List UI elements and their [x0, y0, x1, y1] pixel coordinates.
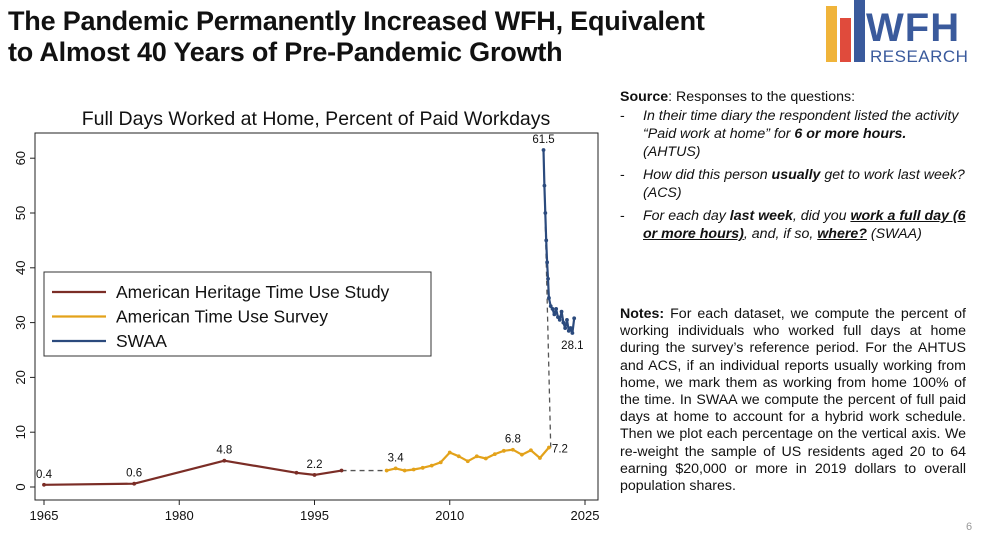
series-point-3	[551, 307, 555, 311]
series-point-2	[394, 466, 398, 470]
y-tick-label: 30	[13, 315, 28, 330]
series-point-3	[543, 211, 547, 215]
series-point-3	[565, 318, 569, 322]
series-point-3	[561, 321, 565, 325]
source-item-3-text: For each day	[643, 208, 730, 224]
series-point-2	[457, 454, 461, 458]
source-item-1-tail: (AHTUS)	[643, 144, 701, 160]
y-tick-label: 20	[13, 370, 28, 385]
series-point-2	[385, 469, 389, 473]
series-point-2	[520, 453, 524, 457]
series-point-2	[529, 448, 533, 452]
series-point-2	[538, 456, 542, 460]
source-item-acs: - How did this person usually get to work last week? (ACS)	[620, 167, 965, 201]
source-item-3-bold-underlined: work a full day (6 or more hours)	[643, 208, 966, 242]
series-point-2	[439, 460, 443, 464]
notes-label: Notes:	[620, 306, 665, 322]
series-point-3	[552, 312, 556, 316]
y-tick-label: 50	[13, 205, 28, 221]
series-point-3	[563, 326, 567, 330]
notes-text: For each dataset, we compute the percent of working individuals who worked full days at home during the survey’s reference period. For the AHTUS and ACS, if an individual reports usually working from home, we mark them as working from home 100% of the time. In SWAA we compute the percent of full paid days at home to account for a hybrid work schedule. Then we plot each percentage on the vertical axis. We re-weight the sample of US residents aged 20 to 64 earning $20,000 or more in 2019 dollars to overall population shares.	[620, 306, 966, 495]
series-point-1	[132, 482, 136, 486]
series-line-3	[544, 150, 575, 333]
source-item-swaa: - For each day last week, did you work a full day (6 or more hours), and, if so, where? (SWAA)	[620, 208, 966, 242]
source-item-3-bold: last week	[729, 208, 793, 224]
source-item-1-text: In their time diary the respondent listed the activity “Paid work at home” for	[643, 108, 959, 142]
data-label: 0.4	[36, 468, 52, 481]
source-list	[620, 107, 966, 243]
series-point-3	[544, 239, 548, 243]
source-item-3-mid2: , and, if so,	[743, 226, 818, 242]
data-label: 0.6	[126, 467, 143, 480]
wfh-line-chart	[0, 100, 612, 540]
series-point-2	[466, 459, 470, 463]
series-point-3	[570, 331, 574, 335]
logo-bar-blue	[854, 0, 865, 62]
series-point-3	[545, 260, 549, 264]
series-point-2	[448, 451, 452, 455]
legend-label: SWAA	[116, 331, 167, 351]
series-point-3	[546, 277, 550, 281]
data-label: 7.2	[551, 443, 568, 456]
wfh-research-logo	[820, 0, 985, 70]
source-item-2-tail: get to work last week? (ACS)	[643, 167, 965, 201]
y-tick-label: 60	[13, 150, 28, 166]
legend-label: American Time Use Survey	[116, 306, 329, 327]
data-label: 3.4	[387, 452, 404, 465]
series-point-1	[222, 459, 226, 463]
logo-subword: RESEARCH	[870, 47, 969, 66]
x-tick-label: 1965	[29, 508, 59, 523]
x-tick-label: 1980	[164, 508, 194, 523]
data-label: 61.5	[532, 133, 555, 146]
source-item-2-text: How did this person	[643, 167, 772, 183]
series-point-3	[558, 318, 562, 322]
data-label: 6.8	[504, 433, 521, 446]
series-point-2	[475, 454, 479, 458]
series-point-2	[412, 468, 416, 472]
slide-title-line-1: The Pandemic Permanently Increased WFH, Equivalent	[8, 6, 705, 36]
source-item-3-mid: , did you	[792, 208, 851, 224]
source-label: Source	[620, 89, 669, 105]
legend-label: American Heritage Time Use Study	[116, 282, 390, 302]
series-point-2	[403, 469, 407, 473]
data-label: 2.2	[306, 458, 323, 471]
chart-title: Full Days Worked at Home, Percent of Paid Workdays	[81, 108, 551, 130]
series-point-2	[511, 448, 515, 452]
series-point-3	[542, 148, 546, 152]
page-number: 6	[966, 521, 973, 533]
series-point-1	[340, 469, 344, 473]
source-item-ahtus: - In their time diary the respondent listed the activity “Paid work at home” for 6 or more hours. (AHTUS)	[620, 108, 959, 160]
series-point-2	[430, 464, 434, 468]
series-point-3	[560, 310, 564, 314]
series-point-2	[493, 452, 497, 456]
series-point-2	[484, 457, 488, 461]
series-point-2	[547, 446, 551, 450]
series-point-2	[421, 466, 425, 470]
source-item-1-bold: 6 or more hours.	[794, 126, 907, 142]
slide-title-line-2: to Almost 40 Years of Pre-Pandemic Growth	[8, 37, 563, 67]
source-item-3-where: where?	[817, 226, 867, 242]
x-tick-label: 2025	[570, 508, 600, 523]
source-item-2-bold: usually	[771, 167, 821, 183]
data-label: 28.1	[561, 340, 584, 353]
x-tick-label: 1995	[300, 508, 329, 523]
y-tick-label: 40	[13, 260, 28, 276]
series-line-2	[387, 448, 549, 471]
series-point-3	[569, 326, 573, 330]
series-point-3	[572, 316, 576, 320]
series-point-1	[295, 471, 299, 475]
source-heading	[620, 88, 966, 106]
notes-paragraph	[620, 306, 966, 495]
y-tick-label: 10	[13, 424, 28, 440]
source-item-3-tail: (SWAA)	[866, 226, 922, 242]
series-point-2	[502, 449, 506, 453]
y-tick-label: 0	[13, 483, 28, 491]
logo-word: WFH	[866, 6, 961, 50]
logo-bar-red	[840, 18, 851, 62]
source-intro: : Responses to the questions:	[668, 89, 856, 105]
series-point-3	[547, 296, 551, 300]
series-point-1	[42, 483, 46, 487]
slide-title	[8, 6, 705, 68]
logo-bar-yellow	[826, 6, 837, 62]
source-panel	[620, 88, 966, 248]
series-point-3	[554, 307, 558, 311]
series-point-3	[543, 184, 547, 188]
data-label: 4.8	[216, 444, 233, 457]
series-point-1	[313, 473, 317, 477]
x-tick-label: 2010	[435, 508, 465, 523]
